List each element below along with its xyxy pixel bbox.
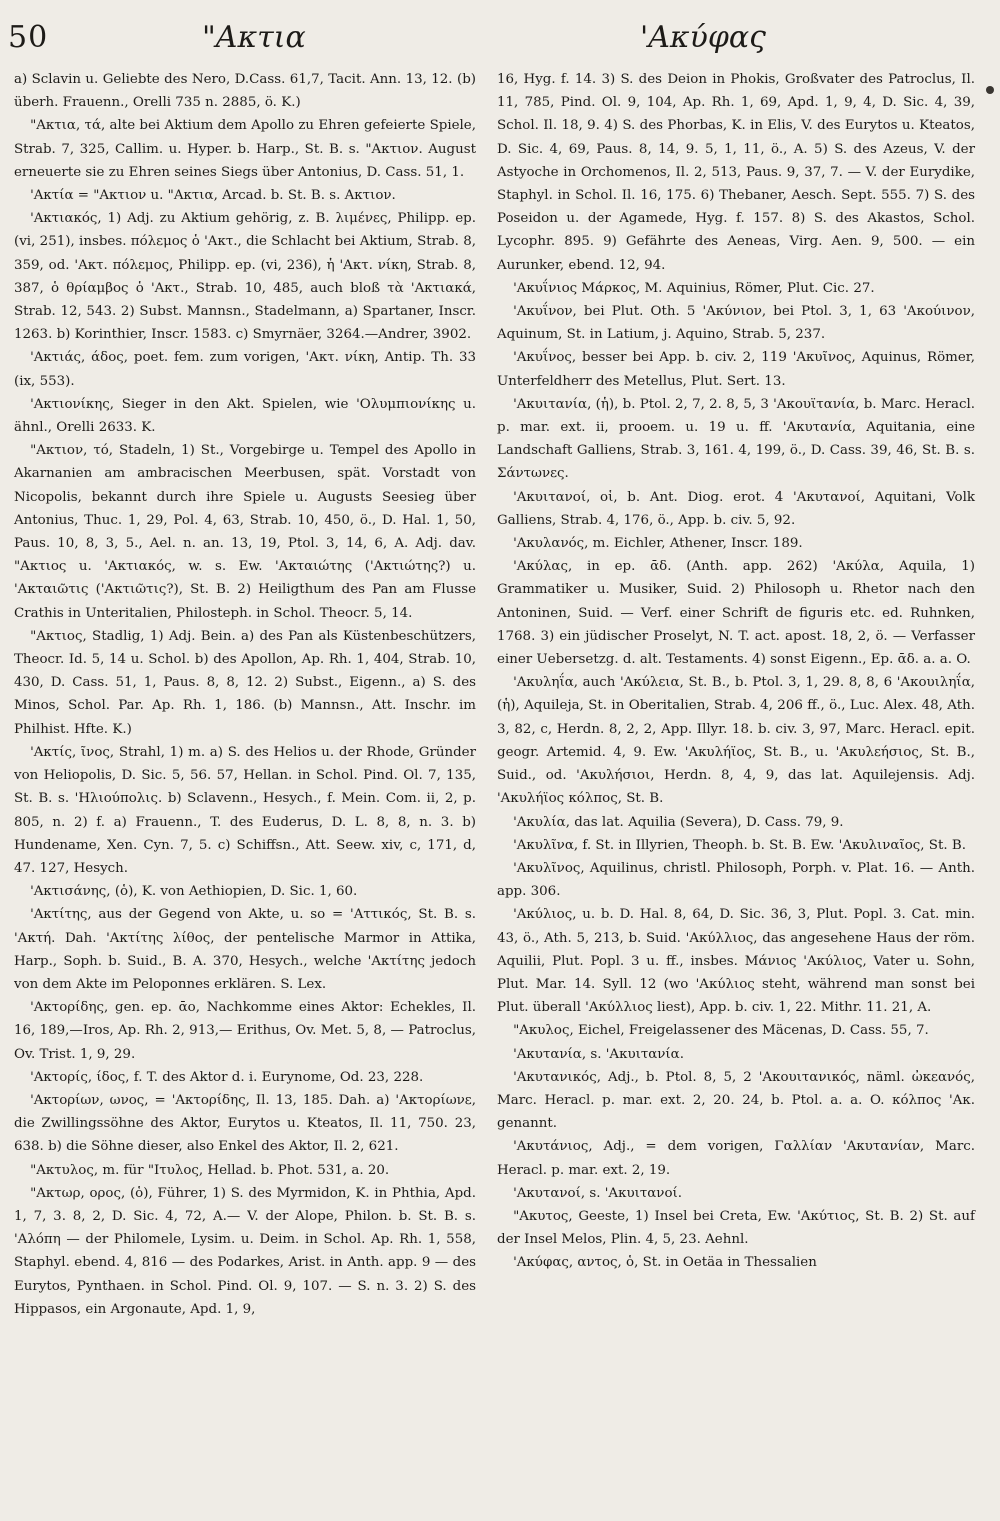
dictionary-entry: 'Ακτορίς, ίδος, f. T. des Aktor d. i. Eurynome, Od. 23, 228. [30,1069,424,1085]
dictionary-entry: 'Ακυτάνιος, Adj., = dem vorigen, Γαλλίαν 'Ακυτανίαν, Marc. Heracl. p. mar. ext. 2, 19. [497,1139,975,1178]
dictionary-entry: "Ακυλος, Eichel, Freigelassener des Mäcenas, D. Cass. 55, 7. [513,1023,929,1039]
dictionary-entry: "Ακτωρ, ορος, (ὁ), Führer, 1) S. des Myrmidon, K. in Phthia, Apd. 1, 7, 3. 8, 2, D. Sic. 4, 72, A.— V. der Alope, Philon. b. St. B. s. 'Αλόπη — der Philomele, Lysim. u. Deim. in Schol. Ap. Rh. 1, 558, Staphyl. ebend. 4, 816 — des Podarkes, Arist. in Anth. app. 9 — des Eurytos, Pynthaen. in Schol. Pind. Ol. 9, 107. — S. n. 3. 2) S. des Hippasos, ein Argonaute, Apd. 1, 9, [14,1185,476,1317]
dictionary-entry: 'Ακυτανοί, s. 'Ακυιτανοί. [513,1185,683,1201]
dictionary-entry: 'Ακυληΐα, auch 'Ακύλεια, St. B., b. Ptol. 3, 1, 29. 8, 8, 6 'Ακουιληΐα, (ἡ), Aquileja, St. in Oberitalien, Strab. 4, 206 ff., ö., Luc. Alex. 48, Ath. 3, 82, c, Herdn. 8, 2, 2, App. Illyr. 18. b. civ. 3, 97, Marc. Heracl. epit. geogr. Artemid. 4, 9. Ew. 'Ακυλήϊος, St. B., u. 'Ακυλεήσιος, St. B., Suid., od. 'Ακυλήσιοι, Herdn. 8, 4, 9, das lat. Aquilejensis. Adj. 'Ακυλήϊος κόλπος, St. B. [497,675,975,807]
dictionary-entry: 'Ακυτανία, s. 'Ακυιτανία. [513,1046,684,1062]
dictionary-entry: 'Ακτιακός, 1) Adj. zu Aktium gehörig, z. B. λιμένες, Philipp. ep. (vi, 251), insbes. πόλεμος ὁ 'Ακτ., die Schlacht bei Aktium, Strab. 8, 359, od. 'Ακτ. πόλεμος, Philipp. ep. (vi, 236), ἡ 'Ακτ. νίκη, Strab. 8, 387, ὁ θρίαμβος ὁ 'Ακτ., Strab. 10, 485, auch bloß τὰ 'Ακτιακά, Strab. 12, 543. 2) Subst. Mannsn., Stadelmann, a) Spartaner, Inscr. 1263. b) Korinthier, Inscr. 1583. c) Smyrnäer, 3264.—Andrer, 3902. [14,211,476,343]
dictionary-entry: 'Ακύλας, in ep. ᾱδ. (Anth. app. 262) 'Ακύλα, Aquila, 1) Grammatiker u. Musiker, Suid. 2) Philosoph u. Rhetor nach den Antoninen, Suid. — Verf. einer Schrift de figuris etc. ed. Ruhnken, 1768. 3) ein jüdischer Proselyt, N. T. act. apost. 18, 2, ö. — Verfasser einer Uebersetzg. d. alt. Testaments. 4) sonst Eigenn., Ep. ᾱδ. a. a. O. [497,559,975,668]
dictionary-entry: "Ακυτος, Geeste, 1) Insel bei Creta, Ew. 'Ακύτιος, St. B. 2) St. auf der Insel Melos, Plin. 4, 5, 23. Aehnl. [497,1208,975,1248]
dictionary-entry: 'Ακυιτανοί, οἱ, b. Ant. Diog. erot. 4 'Ακυτανοί, Aquitani, Volk Galliens, Strab. 4, 176, ö., App. b. civ. 5, 92. [497,489,975,528]
running-head-right: 'Ακύφας [640,20,766,55]
margin-dot [986,86,994,94]
dictionary-entry: 'Ακυλία, das lat. Aquilia (Severa), D. Cass. 79, 9. [513,814,844,830]
right-column [497,68,975,1275]
dictionary-entry: 'Ακυλῖνα, f. St. in Illyrien, Theoph. b. St. B. Ew. 'Ακυλιναῖος, St. B. [513,837,966,853]
dictionary-entry: "Ακτιος, Stadlig, 1) Adj. Bein. a) des Pan als Küstenbeschützers, Theocr. Id. 5, 14 u. Schol. b) des Apollon, Ap. Rh. 1, 404, Strab. 10, 430, D. Cass. 51, 1, Paus. 8, 8, 12. 2) Subst., Eigenn., a) S. des Minos, Schol. Par. Ap. Rh. 1, 186. (b) Mannsn., Att. Inschr. im Philhist. Hfte. K.) [14,628,476,737]
dictionary-entry: 'Ακυΐνιος Μάρκος, M. Aquinius, Römer, Plut. Cic. 27. [513,280,875,296]
dictionary-entry: "Ακτιον, τό, Stadeln, 1) St., Vorgebirge u. Tempel des Apollo in Akarnanien am ambracischen Meerbusen, spät. Vorstadt von Nicopolis, bekannt durch ihre Spiele u. Augusts Seesieg über Antonius, Thuc. 1, 29, Pol. 4, 63, Strab. 10, 450, ö., D. Hal. 1, 50, Paus. 10, 8, 3, 5., Ael. n. an. 13, 19, Ptol. 3, 14, 6, A. Adj. dav. "Ακτιος u. 'Ακτιακός, w. s. Ew. 'Ακταιώτης ('Ακτιώτης?) u. 'Ακταιῶτις ('Ακτιῶτις?), St. B. 2) Heiligthum des Pan am Flusse Crathis in Unteritalien, Philosteph. in Schol. Theocr. 5, 14. [14,443,476,621]
dictionary-entry: "Ακτια, τά, alte bei Aktium dem Apollo zu Ehren gefeierte Spiele, Strab. 7, 325, Callim. u. Hyper. b. Harp., St. B. s. "Ακτιον. August erneuerte sie zu Ehren seines Siegs über Antonius, D. Cass. 51, 1. [14,118,476,180]
page-number: 50 [8,20,49,55]
left-column [14,68,476,1321]
dictionary-entry: 'Ακτορίδης, gen. ep. ᾱο, Nachkomme eines Aktor: Echekles, Il. 16, 189,—Iros, Ap. Rh. 2, 913,— Erithus, Ov. Met. 5, 8, — Patroclus, Ov. Trist. 1, 9, 29. [14,1000,476,1062]
dictionary-entry: 'Ακτίτης, aus der Gegend von Akte, u. so = 'Αττικός, St. B. s. 'Ακτή. Dah. 'Ακτίτης λίθος, der pentelische Marmor in Attika, Harp., Soph. b. Suid., B. A. 370, Hesych., welche 'Ακτίτης jedoch von dem Akte im Peloponnes erklären. S. Lex. [14,907,476,992]
dictionary-entry: 'Ακτίς, ῖνος, Strahl, 1) m. a) S. des Helios u. der Rhode, Gründer von Heliopolis, D. Sic. 5, 56. 57, Hellan. in Schol. Pind. Ol. 7, 135, St. B. s. 'Ηλιούπολις. b) Sclavenn., Hesych., f. Mein. Com. ii, 2, p. 805, n. 2) f. a) Frauenn., T. des Euderus, D. L. 8, 8, n. 3. b) Hundename, Xen. Cyn. 7, 5. c) Schiffsn., Att. Seew. xiv, c, 171, d, 47. 127, Hesych. [14,744,476,876]
dictionary-entry: 'Ακυλανός, m. Eichler, Athener, Inscr. 189. [513,536,803,552]
dictionary-entry: 'Ακτία = "Ακτιον u. "Ακτια, Arcad. b. St. B. s. Ακτιον. [30,188,396,204]
dictionary-entry: 'Ακυτανικός, Adj., b. Ptol. 8, 5, 2 'Ακουιτανικός, näml. ὠκεανός, Marc. Heracl. p. mar. ext. 2, 20. 24, b. Ptol. a. a. O. κόλπος 'Ακ. genannt. [497,1069,975,1132]
running-head-left: "Ακτια [202,20,306,55]
dictionary-entry: 'Ακτιάς, άδος, poet. fem. zum vorigen, 'Ακτ. νίκη, Antip. Th. 33 (ix, 553). [14,350,476,389]
dictionary-entry: 'Ακύλιος, u. b. D. Hal. 8, 64, D. Sic. 36, 3, Plut. Popl. 3. Cat. min. 43, ö., Ath. 5, 213, b. Suid. 'Ακύλλιος, das angesehene Haus der röm. Aquilii, Plut. Popl. 3 u. ff., insbes. Μάνιος 'Ακύλιος, Vater u. Sohn, Plut. Mar. 14. Syll. 12 (wo 'Ακύλιος steht, während man sonst bei Plut. überall 'Ακύλλιος liest), App. b. civ. 1, 22. Mithr. 11. 21, A. [497,907,975,1016]
dictionary-entry: 'Ακτισάνης, (ὁ), K. von Aethiopien, D. Sic. 1, 60. [30,884,358,900]
dictionary-entry: 'Ακτιονίκης, Sieger in den Akt. Spielen, wie 'Ολυμπιονίκης u. ähnl., Orelli 2633. K. [14,396,476,436]
dictionary-entry: 'Ακυΐνον, bei Plut. Oth. 5 'Ακύνιον, bei Ptol. 3, 1, 63 'Ακούινον, Aquinum, St. in Latium, j. Aquino, Strab. 5, 237. [497,304,975,343]
dictionary-entry: 'Ακύφας, αντος, ὁ, St. in Oetäa in Thessalien [513,1255,817,1271]
dictionary-entry: 16, Hyg. f. 14. 3) S. des Deion in Phokis, Großvater des Patroclus, Il. 11, 785, Pind. Ol. 9, 104, Ap. Rh. 1, 69, Apd. 1, 9, 4, D. Sic. 4, 39, Schol. Il. 18, 9. 4) S. des Phorbas, K. in Elis, V. des Eurytos u. Kteatos, D. Sic. 4, 69, Paus. 8, 14, 9. 5, 1, 11, ö., A. 5) S. des Azeus, V. der Astyoche in Orchomenos, Il. 2, 513, Paus. 9, 37, 7. — V. der Eurydike, Staphyl. in Schol. Il. 16, 175. 6) Thebaner, Aesch. Sept. 555. 7) S. des Poseidon u. der Agamede, Hyg. f. 157. 8) S. des Akastos, Schol. Lycophr. 895. 9) Gefährte des Aeneas, Virg. Aen. 9, 500. — ein Aurunker, ebend. 12, 94. [497,72,975,273]
dictionary-entry: "Ακτυλος, m. für "Ιτυλος, Hellad. b. Phot. 531, a. 20. [30,1162,390,1178]
dictionary-entry: 'Ακυιτανία, (ἡ), b. Ptol. 2, 7, 2. 8, 5, 3 'Ακουϊτανία, b. Marc. Heracl. p. mar. ext. ii, prooem. u. 19 u. ff. 'Ακυτανία, Aquitania, eine Landschaft Galliens, Strab. 3, 161. 4, 199, ö., D. Cass. 39, 46, St. B. s. Σάντωνες. [497,396,975,482]
dictionary-entry: a) Sclavin u. Geliebte des Nero, D.Cass. 61,7, Tacit. Ann. 13, 12. (b) überh. Frauenn., Orelli 735 n. 2885, ö. K.) [14,72,476,111]
dictionary-entry: 'Ακυΐνος, besser bei App. b. civ. 2, 119 'Ακυῖνος, Aquinus, Römer, Unterfeldherr des Metellus, Plut. Sert. 13. [497,350,975,389]
dictionary-entry: 'Ακυλῖνος, Aquilinus, christl. Philosoph, Porph. v. Plat. 16. — Anth. app. 306. [497,860,975,900]
dictionary-entry: 'Ακτορίων, ωνος, = 'Ακτορίδης, Il. 13, 185. Dah. a) 'Ακτορίωνε, die Zwillingssöhne des Aktor, Eurytos u. Kteatos, Il. 11, 750. 23, 638. b) die Söhne dieser, also Enkel des Aktor, Il. 2, 621. [14,1092,476,1155]
